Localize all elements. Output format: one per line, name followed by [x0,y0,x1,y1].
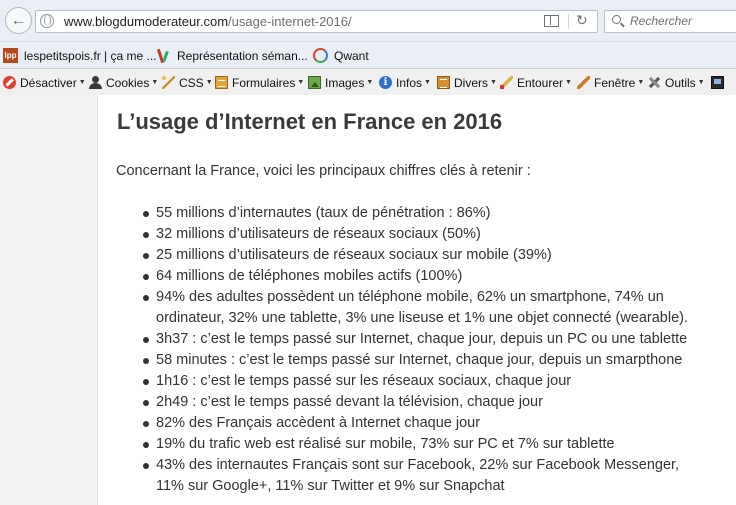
article [97,95,736,505]
list-item [156,245,736,266]
dropdown-arrow-icon: ▼ [366,79,374,86]
list-item [156,266,736,287]
list-item [156,329,736,350]
devtool-forms-menu[interactable] [215,74,304,91]
globe-icon [40,14,54,28]
reload-icon[interactable]: ↻ [576,12,588,28]
devtool-label: Désactiver [20,75,77,90]
devtool-cookies-menu[interactable] [89,74,158,91]
qwant-favicon-icon [313,48,328,63]
devtool-label: Entourer [517,75,564,90]
devtool-label: Fenêtre [594,75,636,90]
list-item [156,350,736,371]
list-item-text: 94% des adultes possèdent un téléphone mobile, 62% un smartphone, 74% un [156,289,664,305]
images-icon [308,76,321,89]
list-item [156,455,736,497]
web-developer-toolbar [0,68,736,96]
url-bar[interactable] [35,10,598,33]
search-bar[interactable] [604,10,736,33]
list-item [156,224,736,245]
resize-icon [577,76,590,89]
devtool-label: Outils [665,75,696,90]
list-item-text: 32 millions d’utilisateurs de réseaux sociaux (50%) [156,226,481,242]
devtool-label: CSS [179,75,204,90]
bookmark-label: Représentation séman... [177,48,308,63]
search-placeholder: Rechercher [630,14,693,28]
devtool-info-menu[interactable] [379,74,431,91]
list-item-text: 64 millions de téléphones mobiles actifs (100%) [156,268,463,284]
list-item-text: 43% des internautes Français sont sur Facebook, 22% sur Facebook Messenger, [156,457,680,473]
devtool-images-menu[interactable] [308,74,373,91]
list-item-text: 82% des Français accèdent à Internet chaque jour [156,415,481,431]
bookmark-label: Qwant [334,48,369,63]
list-item-text: 3h37 : c’est le temps passé sur Internet, chaque jour, depuis un PC ou une tablette [156,331,688,347]
search-icon [612,15,621,24]
devtool-view-menu[interactable] [711,74,728,91]
outline-icon [500,76,513,89]
bookmark-lespetitspois[interactable] [3,47,157,64]
dropdown-arrow-icon: ▼ [697,79,705,86]
navigation-toolbar [0,0,736,41]
back-button[interactable] [5,7,32,34]
reader-view-icon[interactable] [544,15,559,27]
devtool-resize-menu[interactable] [577,74,644,91]
url-path: /usage-internet-2016/ [228,14,352,29]
disable-icon [3,76,16,89]
dropdown-arrow-icon: ▼ [637,79,645,86]
list-item [156,413,736,434]
css-icon [162,76,175,89]
dropdown-arrow-icon: ▼ [490,79,497,86]
cookies-icon [89,76,102,89]
view-source-icon [711,76,724,89]
dropdown-arrow-icon: ▼ [78,79,86,86]
bookmark-label: lespetitspois.fr | ça me ... [24,48,157,63]
devtool-label: Divers [454,75,489,90]
list-item [156,371,736,392]
dropdown-arrow-icon: ▼ [424,79,431,86]
url-host: www.blogdumoderateur.com [64,14,229,29]
devtool-outline-menu[interactable] [500,74,572,91]
list-item [156,203,736,224]
page-content [0,95,736,505]
dropdown-arrow-icon: ▼ [151,79,159,86]
devtool-misc-menu[interactable] [437,74,497,91]
left-sidebar [0,95,98,505]
list-item-text: 25 millions d’utilisateurs de réseaux sociaux sur mobile (39%) [156,247,552,263]
lespetitspois-favicon-icon: lpp [3,48,18,63]
bookmarks-toolbar [0,41,736,69]
list-item-text: ordinateur, 32% une tablette, 3% une liseuse et 1% une objet connecté (wearable). [156,310,689,326]
devtool-label: Images [325,75,365,90]
article-title: L’usage d’Internet en France en 2016 [117,109,503,134]
dropdown-arrow-icon: ▼ [205,79,213,86]
bookmark-representation[interactable] [157,47,308,64]
back-arrow-icon: ← [10,11,27,29]
dropdown-arrow-icon: ▼ [297,79,305,86]
url-separator [568,14,569,29]
dropdown-arrow-icon: ▼ [565,79,572,86]
devtool-label: Formulaires [232,75,296,90]
info-icon: i [379,76,392,89]
devtool-label: Infos [396,75,423,90]
misc-icon [437,76,450,89]
list-item [156,392,736,413]
tools-icon [648,76,661,89]
bookmark-qwant[interactable] [313,47,369,64]
devtool-label: Cookies [106,75,150,90]
forms-icon [215,76,228,89]
list-item-text: 11% sur Google+, 11% sur Twitter et 9% sur Snapchat [156,478,505,494]
list-item [156,434,736,455]
devtool-css-menu[interactable] [162,74,213,91]
url-text [64,14,352,29]
devtool-disable-menu[interactable] [3,74,86,91]
list-item [156,287,736,329]
key-figures-list [156,203,736,497]
list-item-text: 58 minutes : c’est le temps passé sur Internet, chaque jour, depuis un smarpthone [156,352,683,368]
representation-favicon-icon [157,49,170,63]
list-item-text: 1h16 : c’est le temps passé sur les réseaux sociaux, chaque jour [156,373,572,389]
devtool-tools-menu[interactable] [648,74,705,91]
article-intro: Concernant la France, voici les principaux chiffres clés à retenir : [116,163,531,179]
list-item-text: 19% du trafic web est réalisé sur mobile, 73% sur PC et 7% sur tablette [156,436,615,452]
list-item-text: 55 millions d’internautes (taux de pénétration : 86%) [156,205,491,221]
list-item-text: 2h49 : c’est le temps passé devant la télévision, chaque jour [156,394,543,410]
